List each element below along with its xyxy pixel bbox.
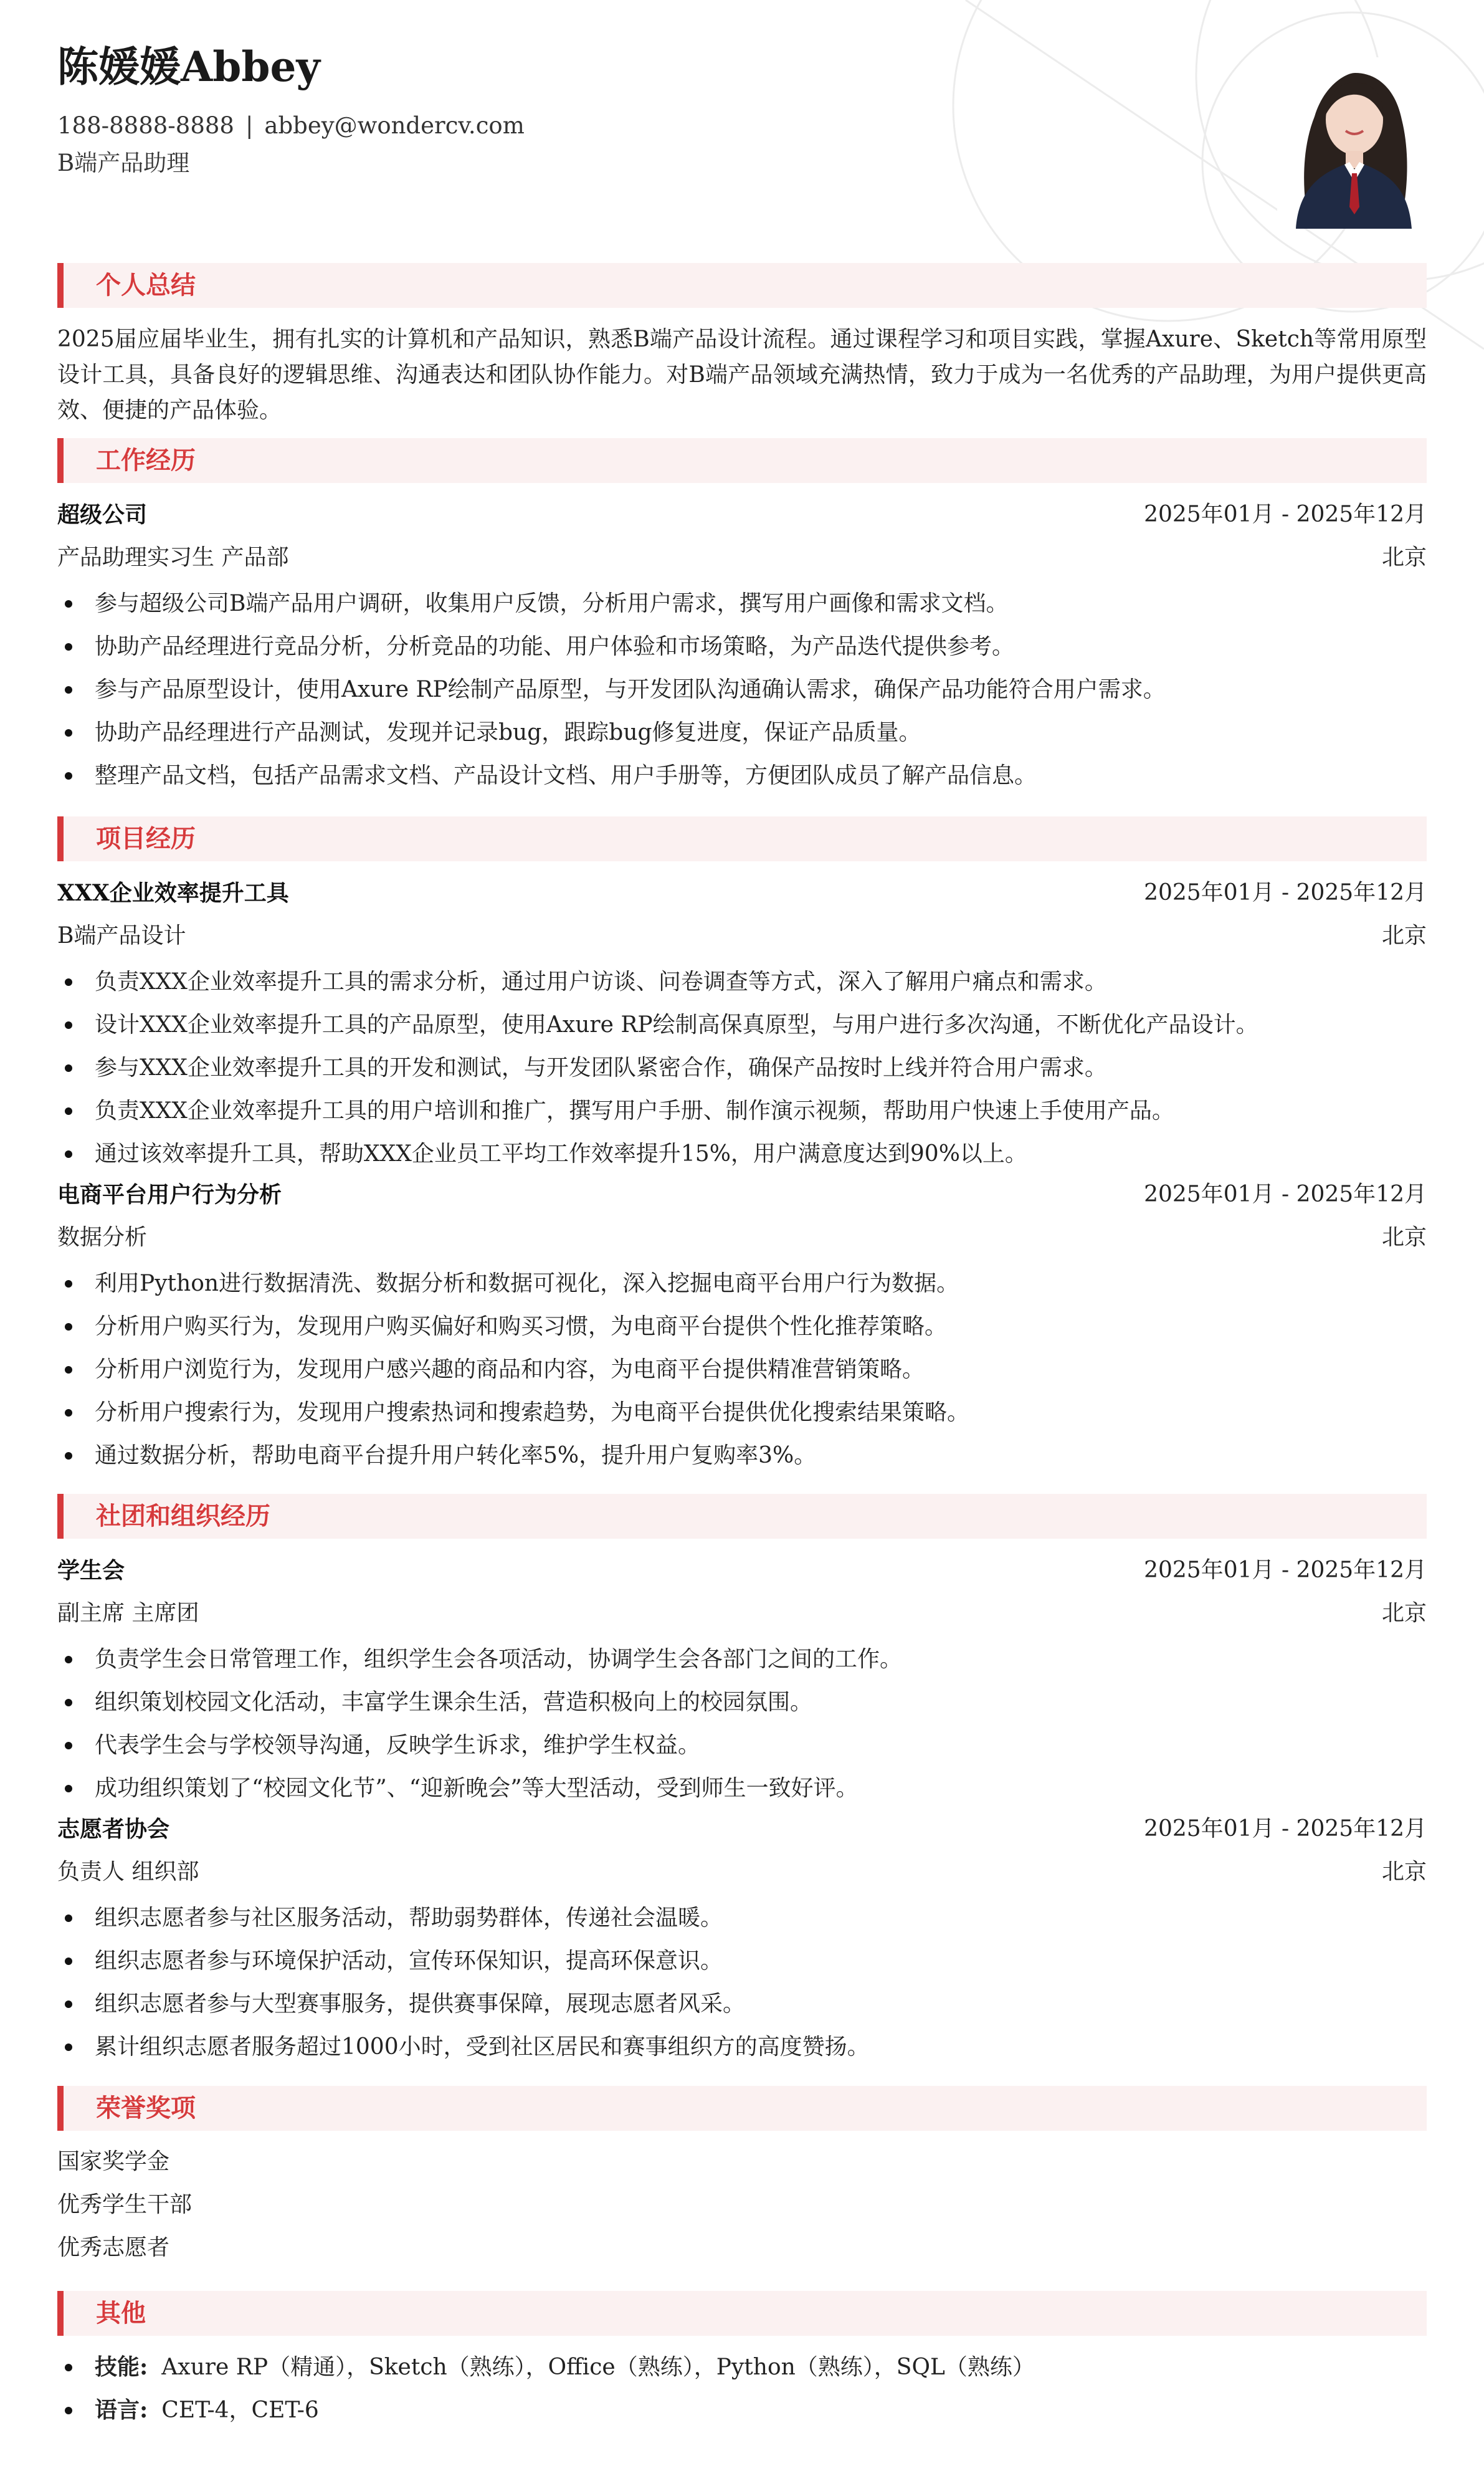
club-role: 副主席 主席团 [57, 1600, 199, 1626]
section-accent-bar [57, 2291, 64, 2336]
project-entry-header [57, 1176, 1427, 1213]
section-summary-header [57, 263, 1427, 308]
section-projects-header [57, 816, 1427, 861]
club-role: 负责人 组织部 [57, 1859, 199, 1885]
bullet-text: 组织志愿者参与大型赛事服务，提供赛事保障，展现志愿者风采。 [95, 1991, 746, 2017]
bullet-text: 通过该效率提升工具，帮助XXX企业员工平均工作效率提升15%，用户满意度达到90%以上。 [95, 1141, 1027, 1167]
project-bullets [57, 1262, 1427, 1477]
list-item [57, 711, 1427, 754]
club-date: 2025年01月 - 2025年12月 [1144, 1557, 1427, 1583]
project-date: 2025年01月 - 2025年12月 [1144, 880, 1427, 906]
list-item [57, 582, 1427, 625]
work-org: 超级公司 [57, 502, 148, 528]
bullet-text: 组织策划校园文化活动，丰富学生课余生活，营造积极向上的校园氛围。 [95, 1690, 813, 1715]
language-label: 语言: [95, 2397, 148, 2423]
project-entry-sub [57, 1219, 1427, 1256]
bullet-icon [65, 1958, 72, 1965]
list-item [57, 1089, 1427, 1132]
bullet-icon [65, 600, 72, 608]
bullet-icon [65, 1742, 72, 1749]
club-name: 学生会 [57, 1557, 125, 1584]
target-position: B端产品助理 [57, 150, 190, 176]
work-bullets [57, 582, 1427, 797]
bullet-icon [65, 1699, 72, 1706]
section-accent-bar [57, 816, 64, 861]
list-item [57, 1305, 1427, 1348]
honor-item: 国家奖学金 [57, 2149, 170, 2174]
section-accent-bar [57, 438, 64, 483]
club-bullets [57, 1638, 1427, 1810]
work-date: 2025年01月 - 2025年12月 [1144, 502, 1427, 527]
skills-value: Axure RP（精通），Sketch（熟练），Office（熟练），Python（熟练），SQL（熟练） [161, 2354, 1035, 2380]
bullet-icon [65, 1064, 72, 1072]
list-item [57, 1434, 1427, 1477]
bullet-text: 负责XXX企业效率提升工具的用户培训和推广，撰写用户手册、制作演示视频，帮助用户快速上手使用产品。 [95, 1098, 1174, 1124]
list-item [57, 2346, 1427, 2389]
club-name: 志愿者协会 [57, 1816, 170, 1842]
bullet-text: 整理产品文档，包括产品需求文档、产品设计文档、用户手册等，方便团队成员了解产品信息。 [95, 763, 1037, 788]
bullet-icon [65, 2044, 72, 2051]
section-title-work: 工作经历 [96, 446, 196, 475]
section-accent-bar [57, 2086, 64, 2131]
bullet-icon [65, 2001, 72, 2008]
honor-item: 优秀学生干部 [57, 2192, 193, 2217]
bullet-text: 利用Python进行数据清洗、数据分析和数据可视化，深入挖掘电商平台用户行为数据。 [95, 1271, 959, 1296]
phone-number: 188-8888-8888 [57, 112, 234, 139]
other-bullets [57, 2346, 1427, 2432]
bullet-text: 分析用户浏览行为，发现用户感兴趣的商品和内容，为电商平台提供精准营销策略。 [95, 1357, 925, 1382]
bullet-icon [65, 1021, 72, 1029]
list-item [57, 1896, 1427, 1939]
list-item [57, 2389, 1427, 2432]
contact-line [57, 107, 525, 145]
project-location: 北京 [1381, 1225, 1427, 1250]
work-location: 北京 [1381, 545, 1427, 570]
project-name: XXX企业效率提升工具 [57, 880, 289, 906]
bullet-text: 组织志愿者参与环境保护活动，宣传环保知识，提高环保意识。 [95, 1948, 723, 1974]
bullet-text: 代表学生会与学校领导沟通，反映学生诉求，维护学生权益。 [95, 1733, 701, 1758]
bullet-text: 负责学生会日常管理工作，组织学生会各项活动，协调学生会各部门之间的工作。 [95, 1647, 903, 1672]
language-value: CET-4，CET-6 [161, 2397, 319, 2423]
honors-list [57, 2140, 192, 2269]
project-role: 数据分析 [57, 1225, 148, 1250]
club-entry-sub [57, 1853, 1427, 1891]
email-address: abbey@wondercv.com [264, 112, 525, 139]
list-item [57, 1391, 1427, 1434]
section-other-header [57, 2291, 1427, 2336]
bullet-text: 分析用户搜索行为，发现用户搜索热词和搜索趋势，为电商平台提供优化搜索结果策略。 [95, 1400, 970, 1425]
bullet-icon [65, 1150, 72, 1158]
section-honors-header [57, 2086, 1427, 2131]
list-item [57, 1262, 1427, 1305]
list-item [57, 1638, 1427, 1681]
bullet-icon [65, 978, 72, 986]
section-title-other: 其他 [96, 2298, 146, 2328]
bullet-icon [65, 729, 72, 737]
list-item [57, 1348, 1427, 1391]
section-title-summary: 个人总结 [96, 270, 196, 300]
honor-item: 优秀志愿者 [57, 2235, 170, 2260]
bullet-icon [65, 1409, 72, 1417]
list-item [57, 1003, 1427, 1046]
summary-text: 2025届应届毕业生，拥有扎实的计算机和产品知识，熟悉B端产品设计流程。通过课程学习和项目实践，掌握Axure、Sketch等常用原型设计工具，具备良好的逻辑思维、沟通表达和团队协作能力。对B端产品领域充满热情，致力于成为一名优秀的产品助理，为用户提供更高效、便捷的产品体验。 [57, 327, 1427, 423]
list-item [57, 1939, 1427, 1982]
bullet-text: 组织志愿者参与社区服务活动，帮助弱势群体，传递社会温暖。 [95, 1905, 723, 1931]
list-item [57, 1767, 1427, 1810]
bullet-icon [65, 1280, 72, 1288]
list-item [57, 2025, 1427, 2068]
candidate-name: 陈媛媛Abbey [57, 42, 320, 91]
project-role: B端产品设计 [57, 923, 186, 949]
section-work-header [57, 438, 1427, 483]
club-location: 北京 [1381, 1600, 1427, 1626]
bullet-icon [65, 1107, 72, 1115]
project-entry-sub [57, 917, 1427, 955]
club-entry-header [57, 1810, 1427, 1848]
bullet-text: 设计XXX企业效率提升工具的产品原型，使用Axure RP绘制高保真原型，与用户进行多次沟通，不断优化产品设计。 [95, 1012, 1258, 1038]
section-clubs-header [57, 1494, 1427, 1539]
bullet-text: 负责XXX企业效率提升工具的需求分析，通过用户访谈、问卷调查等方式，深入了解用户痛点和需求。 [95, 969, 1107, 995]
bullet-text: 协助产品经理进行产品测试，发现并记录bug，跟踪bug修复进度，保证产品质量。 [95, 720, 921, 745]
project-location: 北京 [1381, 923, 1427, 949]
club-bullets [57, 1896, 1427, 2068]
section-accent-bar [57, 263, 64, 308]
list-item [57, 668, 1427, 711]
project-bullets [57, 960, 1427, 1175]
bullet-icon [65, 1366, 72, 1374]
list-item [57, 1681, 1427, 1724]
club-entry-header [57, 1552, 1427, 1589]
contact-separator: | [245, 112, 254, 139]
section-accent-bar [57, 1494, 64, 1539]
list-item [57, 625, 1427, 668]
club-entry-sub [57, 1595, 1427, 1632]
club-date: 2025年01月 - 2025年12月 [1144, 1816, 1427, 1842]
bullet-text: 参与超级公司B端产品用户调研，收集用户反馈，分析用户需求，撰写用户画像和需求文档。 [95, 591, 1009, 616]
bullet-icon [65, 2364, 72, 2371]
bullet-icon [65, 772, 72, 780]
project-entry-header [57, 874, 1427, 912]
section-title-clubs: 社团和组织经历 [96, 1501, 270, 1531]
bullet-text: 分析用户购买行为，发现用户购买偏好和购买习惯，为电商平台提供个性化推荐策略。 [95, 1314, 948, 1339]
project-name: 电商平台用户行为分析 [57, 1182, 282, 1208]
club-location: 北京 [1381, 1859, 1427, 1885]
list-item [57, 1046, 1427, 1089]
bullet-icon [65, 1915, 72, 1922]
project-date: 2025年01月 - 2025年12月 [1144, 1182, 1427, 1207]
bullet-icon [65, 1452, 72, 1460]
list-item [57, 1132, 1427, 1175]
bullet-icon [65, 643, 72, 651]
section-title-honors: 荣誉奖项 [96, 2093, 196, 2123]
bullet-icon [65, 1656, 72, 1663]
work-role: 产品助理实习生 产品部 [57, 545, 289, 570]
list-item [57, 1982, 1427, 2025]
bullet-text: 参与产品原型设计，使用Axure RP绘制产品原型，与开发团队沟通确认需求，确保产品功能符合用户需求。 [95, 677, 1166, 702]
work-entry-header [57, 496, 1427, 533]
bullet-icon [65, 1323, 72, 1331]
bullet-text: 累计组织志愿者服务超过1000小时，受到社区居民和赛事组织方的高度赞扬。 [95, 2034, 870, 2060]
bullet-icon [65, 686, 72, 694]
list-item [57, 754, 1427, 797]
list-item [57, 1724, 1427, 1767]
bullet-text: 参与XXX企业效率提升工具的开发和测试，与开发团队紧密合作，确保产品按时上线并符合用户需求。 [95, 1055, 1107, 1081]
work-entry-sub [57, 539, 1427, 576]
bullet-text: 通过数据分析，帮助电商平台提升用户转化率5%，提升用户复购率3%。 [95, 1443, 817, 1468]
bullet-text: 协助产品经理进行竞品分析，分析竞品的功能、用户体验和市场策略，为产品迭代提供参考。 [95, 634, 1015, 659]
avatar [1277, 57, 1427, 229]
bullet-icon [65, 2407, 72, 2414]
bullet-icon [65, 1785, 72, 1792]
skills-label: 技能: [95, 2354, 148, 2380]
section-title-projects: 项目经历 [96, 824, 196, 853]
list-item [57, 960, 1427, 1003]
bullet-text: 成功组织策划了“校园文化节”、“迎新晚会”等大型活动，受到师生一致好评。 [95, 1776, 859, 1801]
